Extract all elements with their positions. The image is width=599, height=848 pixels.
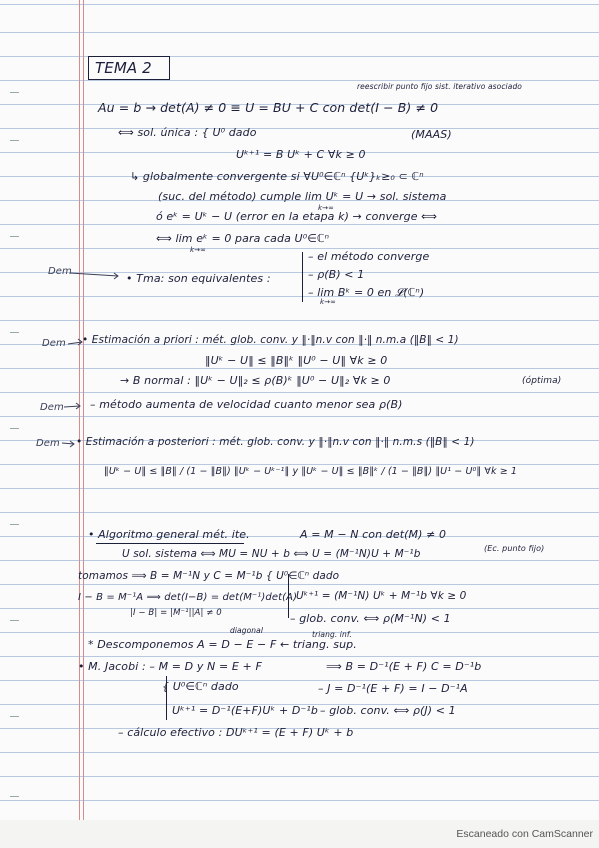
take-b-c: tomamos ⟹ B = M⁻¹N y C = M⁻¹b { U⁰∈ℂⁿ dado bbox=[78, 570, 340, 582]
general-convergence: – glob. conv. ⟺ ρ(M⁻¹N) < 1 bbox=[290, 612, 451, 625]
dem-marker: Dem bbox=[48, 266, 72, 277]
theorem-label: • Tma: son equivalentes : bbox=[126, 272, 271, 285]
dem-marker: Dem bbox=[36, 438, 60, 449]
diagonal-label: diagonal bbox=[230, 626, 264, 635]
theorem-condition-1: – el método converge bbox=[308, 250, 430, 263]
a-priori-bound: ‖Uᵏ − U‖ ≤ ‖B‖ᵏ ‖U⁰ − U‖ ∀k ≥ 0 bbox=[205, 354, 388, 367]
dem-marker: Dem bbox=[40, 402, 64, 413]
fixed-point-note: (Ec. punto fijo) bbox=[484, 544, 545, 553]
jacobi-iteration: Uᵏ⁺¹ = D⁻¹(E+F)Uᵏ + D⁻¹b bbox=[172, 704, 318, 717]
splitting-definition: A = M − N con det(M) ≠ 0 bbox=[300, 528, 447, 541]
fixed-point-equation: U sol. sistema ⟺ MU = NU + b ⟺ U = (M⁻¹N)U + M⁻¹b bbox=[122, 548, 421, 560]
jacobi-method: • M. Jacobi : – M = D y N = E + F bbox=[78, 660, 262, 673]
jacobi-matrix: – J = D⁻¹(E + F) = I − D⁻¹A bbox=[318, 682, 468, 695]
scanner-watermark: Escaneado con CamScanner bbox=[456, 828, 593, 840]
a-priori-estimate: • Estimación a priori : mét. glob. conv. y ‖·‖n.v con ‖·‖ n.m.a (‖B‖ < 1) bbox=[82, 334, 459, 346]
general-algorithm-heading: • Algoritmo general mét. ite. bbox=[88, 528, 250, 541]
jacobi-convergence: – glob. conv. ⟺ ρ(J) < 1 bbox=[320, 704, 456, 717]
theorem-condition-3: – lim Bᵏ = 0 en 𝓛(ℂⁿ) bbox=[308, 286, 425, 299]
error-limit-subscript: k→∞ bbox=[190, 246, 207, 254]
normal-matrix-bound: → B normal : ‖Uᵏ − U‖₂ ≤ ρ(B)ᵏ ‖U⁰ − U‖₂ ∀k ≥ 0 bbox=[120, 374, 391, 387]
unique-solution: ⟺ sol. única : { U⁰ dado bbox=[118, 126, 257, 139]
a-posteriori-estimate: • Estimación a posteriori : mét. glob. conv. y ‖·‖n.v con ‖·‖ n.m.s (‖B‖ < 1) bbox=[76, 436, 475, 448]
fixed-point-note: reescribir punto fijo sist. iterativo asociado bbox=[357, 82, 522, 91]
limit-subscript: k→∞ bbox=[318, 204, 335, 212]
error-limit: ⟺ lim eᵏ = 0 para cada U⁰∈ℂⁿ bbox=[156, 232, 330, 245]
a-posteriori-bounds: ‖Uᵏ − U‖ ≤ ‖B‖ / (1 − ‖B‖) ‖Uᵏ − Uᵏ⁻¹‖ y ‖Uᵏ − U‖ ≤ ‖B‖ᵏ / (1 − ‖B‖) ‖U¹ − U⁰‖ ∀k ≥ 1 bbox=[104, 466, 518, 477]
sequence-limit: (suc. del método) cumple lim Uᵏ = U → sol. sistema bbox=[158, 190, 447, 203]
determinant-relation: I − B = M⁻¹A ⟹ det(I−B) = det(M⁻¹)det(A) bbox=[78, 592, 298, 603]
determinant-nonzero: |I − B| = |M⁻¹||A| ≠ 0 bbox=[130, 608, 222, 618]
system-equation: Au = b → det(A) ≠ 0 ≡ U = BU + C con det(I − B) ≠ 0 bbox=[98, 100, 439, 115]
jacobi-effective: – cálculo efectivo : DUᵏ⁺¹ = (E + F) Uᵏ + b bbox=[118, 726, 354, 739]
decomposition: * Descomponemos A = D − E − F ← triang. sup. bbox=[88, 638, 357, 651]
jacobi-b-c: ⟹ B = D⁻¹(E + F) C = D⁻¹b bbox=[326, 660, 482, 673]
page-title: TEMA 2 bbox=[95, 59, 152, 77]
dem-marker: Dem bbox=[42, 338, 66, 349]
speed-note: – método aumenta de velocidad cuanto menor sea ρ(B) bbox=[90, 398, 403, 411]
theorem-subscript: k→∞ bbox=[320, 298, 337, 306]
theorem-condition-2: – ρ(B) < 1 bbox=[308, 268, 365, 281]
global-convergence-def: ↳ globalmente convergente si ∀U⁰∈ℂⁿ {Uᵏ}ₖ≥₀ ⊂ ℂⁿ bbox=[130, 170, 424, 183]
general-iteration: Uᵏ⁺¹ = (M⁻¹N) Uᵏ + M⁻¹b ∀k ≥ 0 bbox=[296, 590, 467, 602]
iteration-formula: Uᵏ⁺¹ = B Uᵏ + C ∀k ≥ 0 bbox=[236, 148, 366, 161]
error-definition: ó eᵏ = Uᵏ − U (error en la etapa k) → converge ⟺ bbox=[156, 210, 438, 223]
lower-triangular-label: triang. inf. bbox=[312, 630, 352, 639]
optimal-note: (óptima) bbox=[522, 376, 562, 386]
maas-label: (MAAS) bbox=[411, 128, 452, 141]
jacobi-initial: { U⁰∈ℂⁿ dado bbox=[162, 680, 239, 693]
